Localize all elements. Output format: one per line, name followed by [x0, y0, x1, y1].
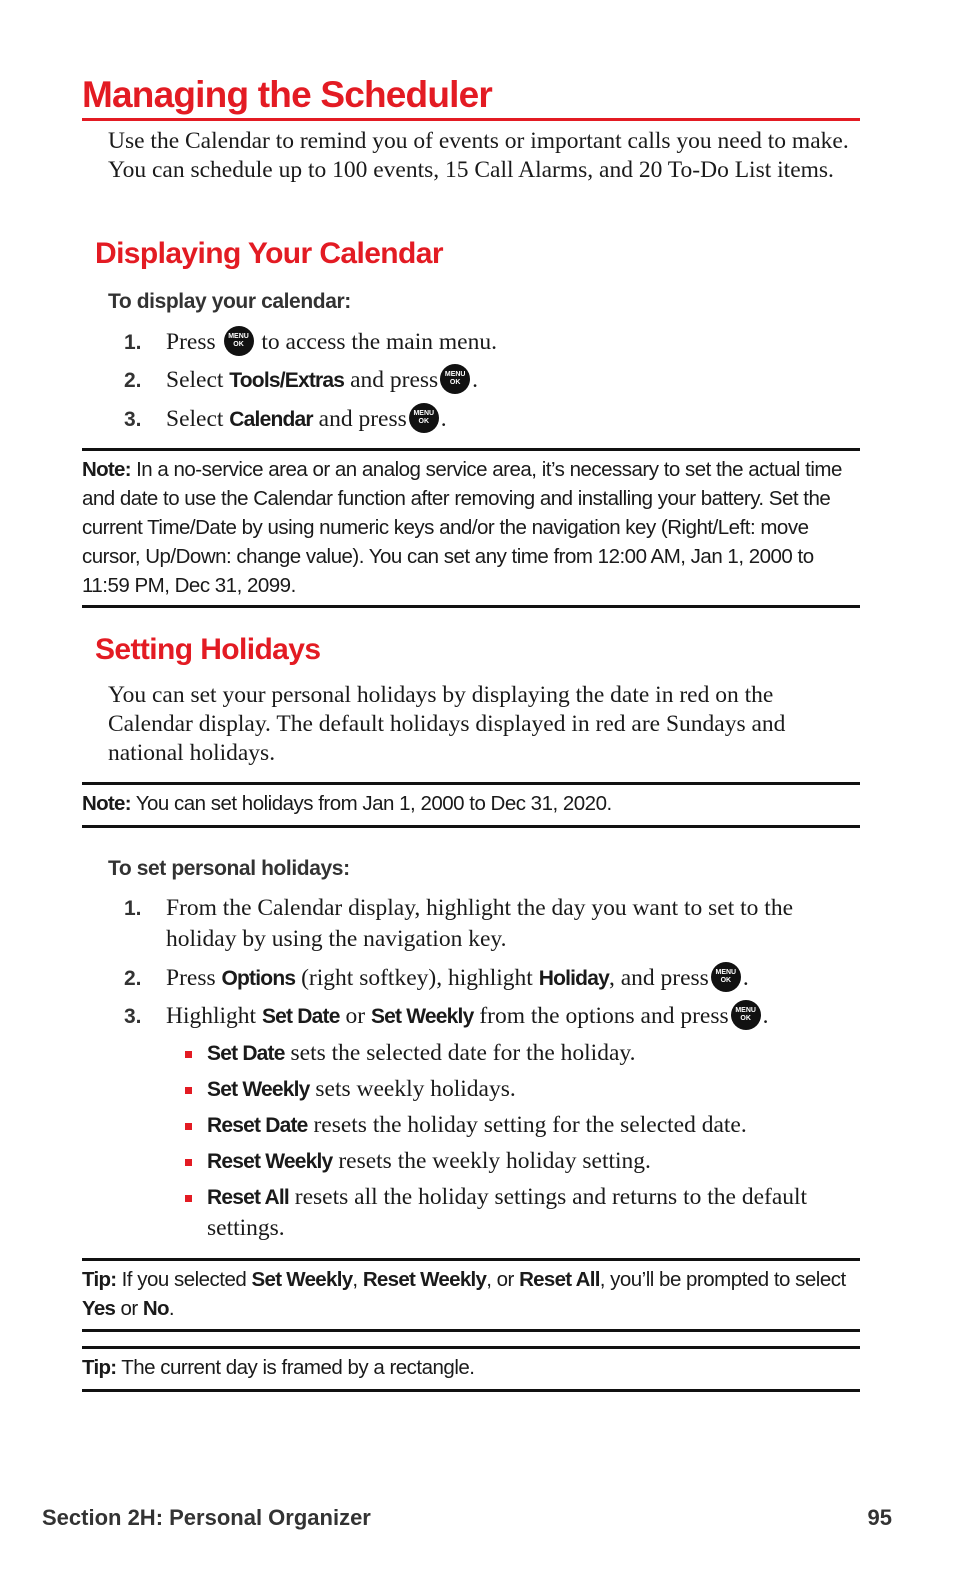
bullet-text: resets the weekly holiday setting.: [338, 1148, 651, 1174]
step-number: 1.: [124, 897, 142, 920]
step-text-a: Select: [166, 367, 224, 393]
divider: [82, 605, 860, 608]
tip-box: [82, 1353, 860, 1382]
step-text: [166, 1001, 854, 1032]
page-number: 95: [867, 1505, 892, 1530]
option-label: Set Date: [261, 1005, 340, 1028]
step-text: [166, 404, 854, 435]
tip-text: The current day is framed by a rectangle.: [121, 1356, 475, 1379]
option-label: Reset All: [207, 1186, 289, 1209]
menu-ok-icon: MENU OK: [711, 962, 741, 992]
step-text-b: and press: [350, 367, 439, 393]
option-label: Set Weekly: [207, 1078, 310, 1101]
step-text: [166, 365, 854, 396]
step-text-a: Select: [166, 406, 224, 432]
divider: [82, 1329, 860, 1332]
menu-ok-icon: MENU OK: [440, 364, 470, 394]
setting-holidays-heading: Setting Holidays: [95, 633, 321, 666]
divider: [82, 782, 860, 785]
displaying-calendar-heading: Displaying Your Calendar: [95, 237, 443, 270]
option-label: No: [142, 1297, 169, 1320]
menu-item: Holiday: [538, 967, 609, 990]
note-label: Note:: [82, 792, 131, 815]
divider: [82, 448, 860, 451]
note-box: [82, 455, 860, 600]
tip-label: Tip:: [82, 1356, 117, 1379]
menu-item: Calendar: [229, 408, 313, 431]
option-label: Reset Date: [207, 1114, 308, 1137]
step-text-b: or: [345, 1003, 366, 1029]
step-text-d: .: [742, 965, 749, 991]
bullet-item: [185, 1146, 855, 1177]
menu-ok-icon: MENU OK: [731, 1000, 761, 1030]
bullet-square-icon: [185, 1087, 192, 1094]
option-label: Yes: [82, 1297, 116, 1320]
tip-box: Tip: If you selected Set Weekly, Reset Weekly, or Reset All, you’ll be prompted to select Yes or No.: [82, 1268, 846, 1320]
step-text: From the Calendar display, highlight the day you want to set to the holiday by using the navigation key.: [166, 895, 793, 952]
menu-ok-icon: MENU OK: [224, 326, 254, 356]
step-text-b: (right softkey), highlight: [301, 965, 533, 991]
tip-text: , you’ll be prompted to select: [599, 1268, 846, 1291]
option-label: Reset Weekly: [207, 1150, 333, 1173]
bullet-square-icon: [185, 1123, 192, 1130]
bullet-item: [185, 1038, 855, 1069]
option-label: Set Weekly: [370, 1005, 474, 1028]
bullet-square-icon: [185, 1195, 192, 1202]
note-text: You can set holidays from Jan 1, 2000 to Dec 31, 2020.: [135, 792, 612, 815]
bullet-text: sets the selected date for the holiday.: [290, 1040, 636, 1066]
divider: [82, 1346, 860, 1349]
step-text-c: , and press: [608, 965, 709, 991]
step-text-b: to access the main menu.: [261, 329, 497, 355]
holiday-step-3: [124, 1001, 854, 1032]
step-text-c: .: [440, 406, 447, 432]
note-label: Note:: [82, 458, 131, 481]
step-text: [166, 963, 854, 994]
holidays-intro: You can set your personal holidays by displaying the date in red on the Calendar display. The default holidays displayed in red are Sundays and national holidays.: [108, 682, 786, 766]
bullet-item: [185, 1110, 855, 1141]
bullet-square-icon: [185, 1051, 192, 1058]
display-step-1: [124, 327, 854, 358]
step-text-a: Press: [166, 329, 216, 355]
divider: [82, 1258, 860, 1261]
option-label: Reset All: [519, 1268, 600, 1291]
bullet-text: resets all the holiday settings and returns to the default settings.: [207, 1184, 808, 1241]
divider: [82, 1389, 860, 1392]
holiday-step-1: [124, 893, 854, 955]
step-number: 3.: [124, 408, 142, 431]
display-calendar-subheading: To display your calendar:: [108, 290, 351, 313]
option-label: Set Date: [207, 1042, 285, 1065]
step-text-d: .: [762, 1003, 769, 1029]
step-number: 2.: [124, 369, 142, 392]
display-step-2: [124, 365, 854, 396]
display-step-3: [124, 404, 854, 435]
note-box: [82, 789, 860, 818]
bullet-text: resets the holiday setting for the selected date.: [313, 1112, 747, 1138]
menu-path: Tools/Extras: [229, 369, 345, 392]
step-text-a: Press: [166, 965, 216, 991]
bullet-text: sets weekly holidays.: [315, 1076, 516, 1102]
page-title: Managing the Scheduler: [82, 74, 860, 121]
bullet-square-icon: [185, 1159, 192, 1166]
note-text: In a no-service area or an analog service area, it’s necessary to set the actual time and date to use the Calendar function after removing and installing your battery. Set the current Time/Date by using numeric keys and/or the navigation key (Right/Left: move cursor, Up/Down: change value). You can set any time from 12:00 AM, Jan 1, 2000 to 11:59 PM, Dec 31, 2099.: [82, 458, 842, 597]
step-number: 2.: [124, 967, 142, 990]
bullet-item: [185, 1182, 855, 1244]
step-text-b: and press: [318, 406, 407, 432]
softkey-label: Options: [221, 967, 296, 990]
step-text-c: from the options and press: [479, 1003, 729, 1029]
step-text-c: .: [472, 367, 479, 393]
holiday-step-2: [124, 963, 854, 994]
personal-holidays-subheading: To set personal holidays:: [108, 857, 350, 880]
option-label: Reset Weekly: [362, 1268, 487, 1291]
step-text: [166, 327, 854, 358]
option-label: Set Weekly: [251, 1268, 353, 1291]
step-number: 3.: [124, 1005, 142, 1028]
divider: [82, 825, 860, 828]
tip-label: Tip:: [82, 1268, 117, 1291]
bullet-item: [185, 1074, 855, 1105]
tip-text: If you selected: [121, 1268, 247, 1291]
footer-section-title: Section 2H: Personal Organizer: [42, 1505, 371, 1530]
step-number: 1.: [124, 331, 142, 354]
menu-ok-icon: MENU OK: [409, 403, 439, 433]
step-text-a: Highlight: [166, 1003, 257, 1029]
intro-paragraph: Use the Calendar to remind you of events or important calls you need to make. You can schedule up to 100 events, 15 Call Alarms, and 20 To-Do List items.: [108, 128, 849, 183]
